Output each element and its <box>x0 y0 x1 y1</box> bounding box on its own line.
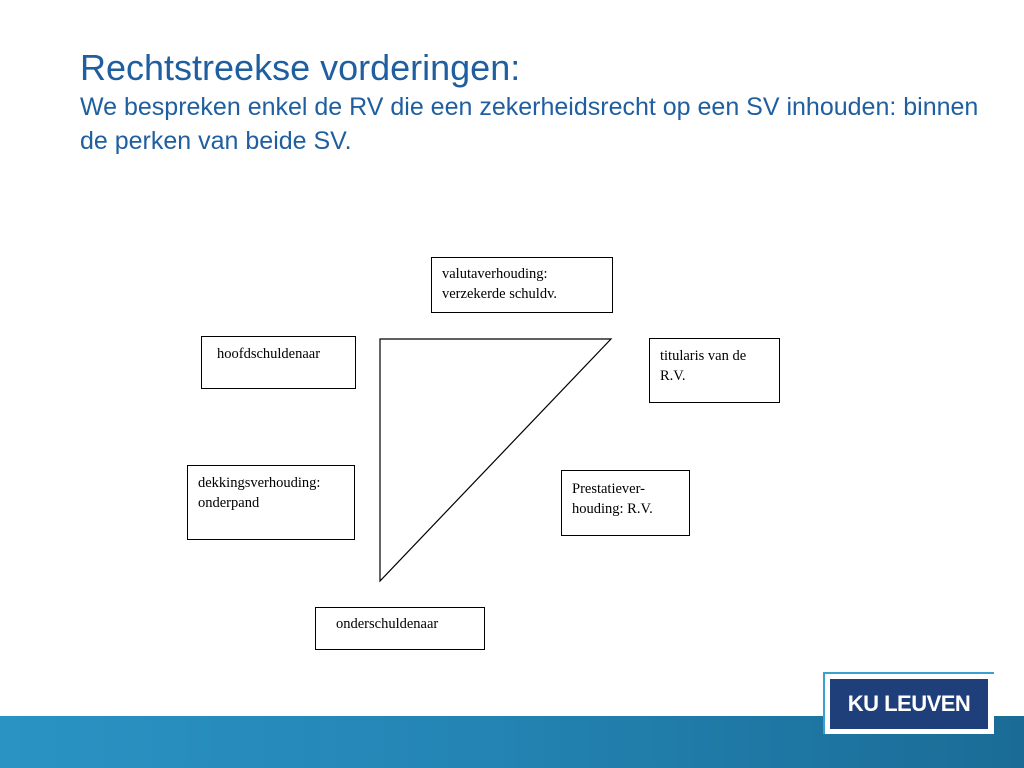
valutaverhouding-box: valutaverhouding: verzekerde schuldv. <box>431 257 613 313</box>
prestatieverhouding-box: Prestatiever- houding: R.V. <box>561 470 690 536</box>
slide-title: Rechtstreekse vorderingen: <box>80 47 521 88</box>
titularis-box: titularis van de R.V. <box>649 338 780 403</box>
ku-leuven-logo: KU LEUVEN <box>830 679 988 729</box>
hoofdschuldenaar-box: hoofdschuldenaar <box>201 336 356 389</box>
dekkingsverhouding-box: dekkingsverhouding: onderpand <box>187 465 355 540</box>
slide-subtitle: We bespreken enkel de RV die een zekerheidsrecht op een SV inhouden: binnen de perken van beide SV. <box>80 93 979 155</box>
onderschuldenaar-box: onderschuldenaar <box>315 607 485 650</box>
triangle-shape <box>380 339 611 581</box>
